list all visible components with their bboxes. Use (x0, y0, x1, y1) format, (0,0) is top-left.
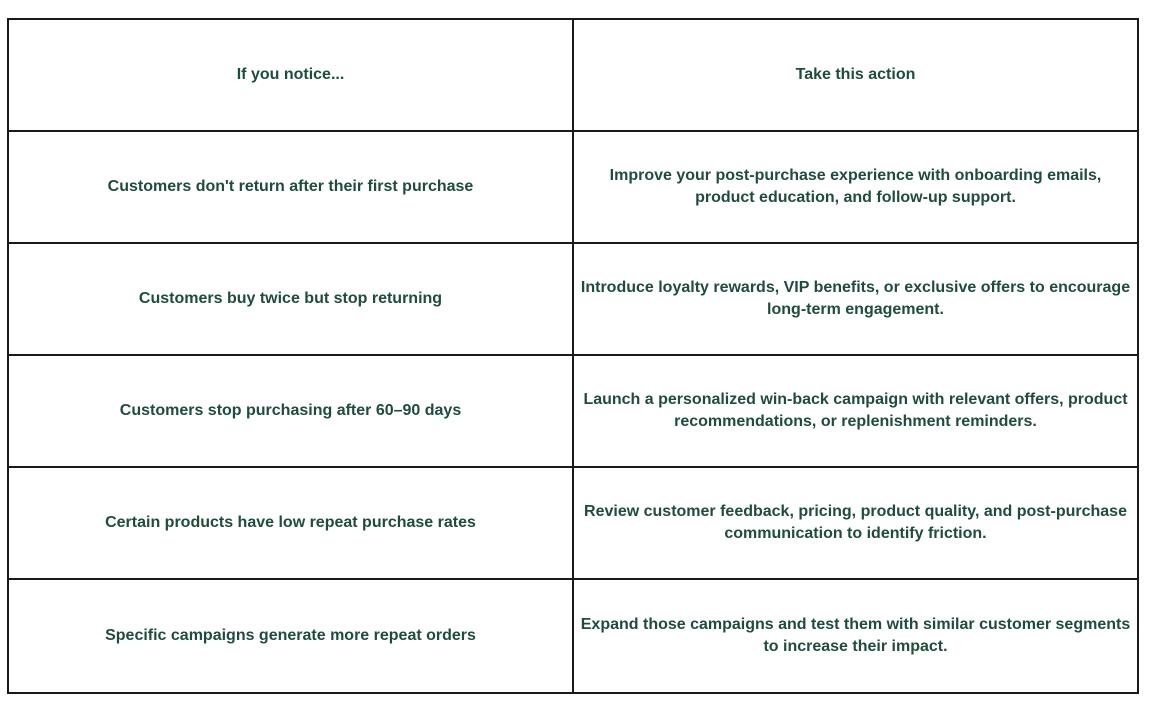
table-cell-action: Launch a personalized win-back campaign with relevant offers, product recommendations, or replenishment reminders. (574, 356, 1137, 468)
table-cell-action: Expand those campaigns and test them with similar customer segments to increase their impact. (580, 616, 1131, 655)
table-cell-action: Review customer feedback, pricing, product quality, and post-purchase communication to identify friction. (574, 468, 1137, 580)
table-cell-notice: Specific campaigns generate more repeat orders (9, 580, 574, 692)
table-cell-notice: Customers stop purchasing after 60–90 days (9, 356, 574, 468)
table-cell-notice: Customers buy twice but stop returning (9, 244, 574, 356)
table-cell-action: Introduce loyalty rewards, VIP benefits, or exclusive offers to encourage long-term engagement. (574, 244, 1137, 356)
table-cell-notice: Certain products have low repeat purchase rates (9, 468, 574, 580)
table-cell-notice: Customers don't return after their first purchase (9, 132, 574, 244)
action-table (7, 18, 1139, 694)
table-cell-action: Improve your post-purchase experience with onboarding emails, product education, and follow-up support. (574, 132, 1137, 244)
table-header-notice: If you notice... (9, 20, 574, 132)
table-header-action: Take this action (574, 20, 1137, 132)
